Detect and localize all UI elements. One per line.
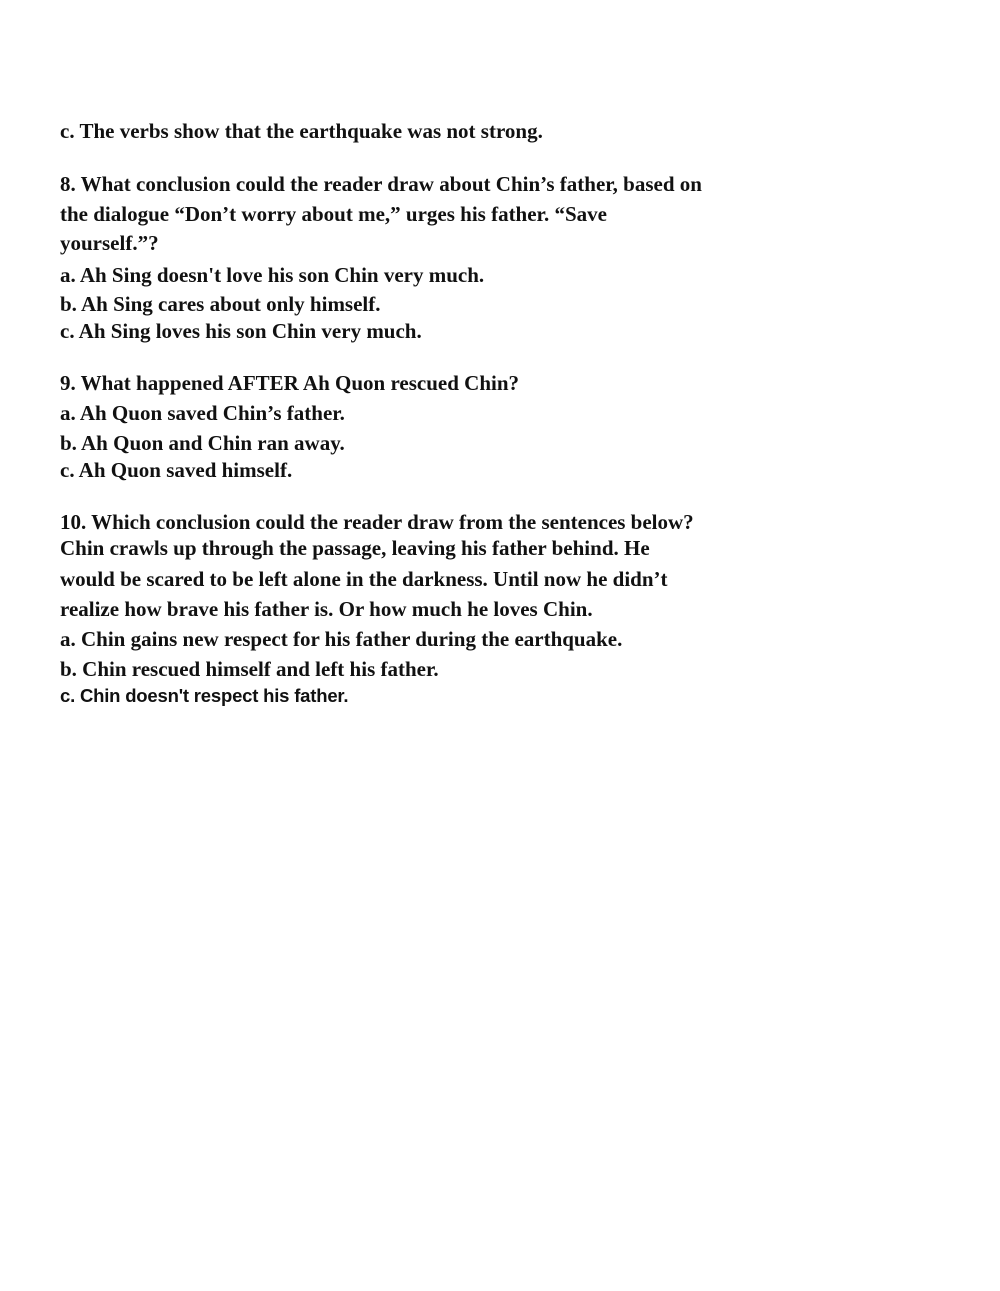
q9-option-c: c. Ah Quon saved himself.: [60, 458, 293, 482]
q10-option-c: c. Chin doesn't respect his father.: [60, 685, 349, 706]
q9-question: 9. What happened AFTER Ah Quon rescued Chin?: [60, 371, 520, 395]
q10-passage-line-2: would be scared to be left alone in the darkness. Until now he didn’t: [60, 567, 668, 591]
q9-option-b: b. Ah Quon and Chin ran away.: [60, 431, 345, 455]
q8-option-c: c. Ah Sing loves his son Chin very much.: [60, 319, 422, 343]
q10-passage-line-1: Chin crawls up through the passage, leaving his father behind. He: [60, 536, 650, 560]
q10-option-b: b. Chin rescued himself and left his father.: [60, 657, 439, 681]
q8-option-b: b. Ah Sing cares about only himself.: [60, 292, 381, 316]
q10-passage-line-3: realize how brave his father is. Or how much he loves Chin.: [60, 597, 593, 621]
q8-question-line-2: the dialogue “Don’t worry about me,” urges his father. “Save: [60, 202, 607, 226]
q10-option-a: a. Chin gains new respect for his father during the earthquake.: [60, 627, 623, 651]
q8-option-a: a. Ah Sing doesn't love his son Chin very much.: [60, 263, 485, 287]
q7-option-c: c. The verbs show that the earthquake was not strong.: [60, 119, 543, 143]
q10-question: 10. Which conclusion could the reader draw from the sentences below?: [60, 510, 694, 534]
q8-question-line-1: 8. What conclusion could the reader draw about Chin’s father, based on: [60, 172, 702, 196]
q8-question-line-3: yourself.”?: [60, 231, 159, 255]
q9-option-a: a. Ah Quon saved Chin’s father.: [60, 401, 345, 425]
